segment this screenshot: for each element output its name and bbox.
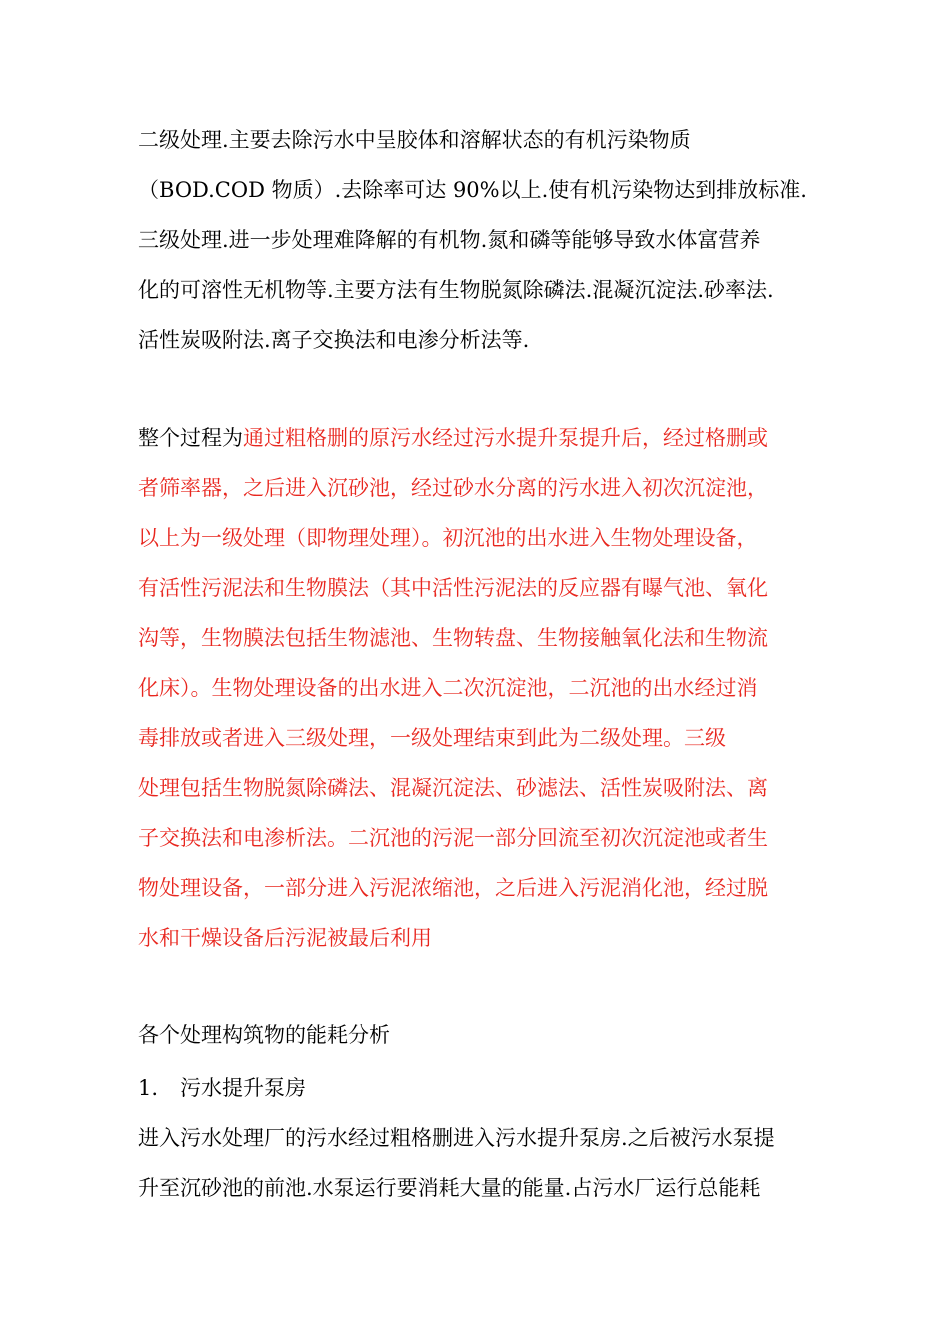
para1-line-1: 二级处理.主要去除污水中呈胶体和溶解状态的有机污染物质: [138, 128, 691, 152]
para1-line-2: （BOD.COD 物质）.去除率可达 90%以上.使有机污染物达到排放标准.: [138, 178, 807, 202]
para2-line-10: 物处理设备，一部分进入污泥浓缩池，之后进入污泥消化池，经过脱: [138, 876, 768, 900]
para2-line-1: [138, 423, 768, 453]
para1-line-5: 活性炭吸附法.离子交换法和电渗分析法等.: [138, 328, 530, 352]
para2-line-6: 化床）。生物处理设备的出水进入二次沉淀池，二沉池的出水经过消: [138, 676, 758, 700]
para1-line-3: 三级处理.进一步处理难降解的有机物.氮和磷等能够导致水体富营养: [138, 228, 761, 252]
section-body-line-1: 进入污水处理厂的污水经过粗格删进入污水提升泵房.之后被污水泵提: [138, 1126, 775, 1150]
list-item: [138, 1073, 306, 1103]
para2-highlight-start: 通过粗格删的原污水经过污水提升泵提升后，经过格删或: [243, 426, 768, 450]
list-item-title: 污水提升泵房: [180, 1076, 307, 1100]
para2-line-8: 处理包括生物脱氮除磷法、混凝沉淀法、砂滤法、活性炭吸附法、离: [138, 776, 768, 800]
para2-line-7: 毒排放或者进入三级处理，一级处理结束到此为二级处理。三级: [138, 726, 726, 750]
para2-line-11: 水和干燥设备后污泥被最后利用: [138, 926, 432, 950]
para2-line-5: 沟等，生物膜法包括生物滤池、生物转盘、生物接触氧化法和生物流: [138, 626, 768, 650]
section-body-line-2: 升至沉砂池的前池.水泵运行要消耗大量的能量.占污水厂运行总能耗: [138, 1176, 761, 1200]
para2-lead: 整个过程为: [138, 426, 243, 450]
para2-line-2: 者筛率器，之后进入沉砂池，经过砂水分离的污水进入初次沉淀池，: [138, 476, 768, 500]
para2-line-9: 子交换法和电渗析法。二沉池的污泥一部分回流至初次沉淀池或者生: [138, 826, 768, 850]
list-item-number: 1.: [138, 1076, 159, 1100]
section-heading: 各个处理构筑物的能耗分析: [138, 1023, 390, 1047]
para1-line-4: 化的可溶性无机物等.主要方法有生物脱氮除磷法.混凝沉淀法.砂率法.: [138, 278, 774, 302]
para2-line-3: 以上为一级处理（即物理处理）。初沉池的出水进入生物处理设备，: [138, 526, 758, 550]
para2-line-4: 有活性污泥法和生物膜法（其中活性污泥法的反应器有曝气池、氧化: [138, 576, 768, 600]
